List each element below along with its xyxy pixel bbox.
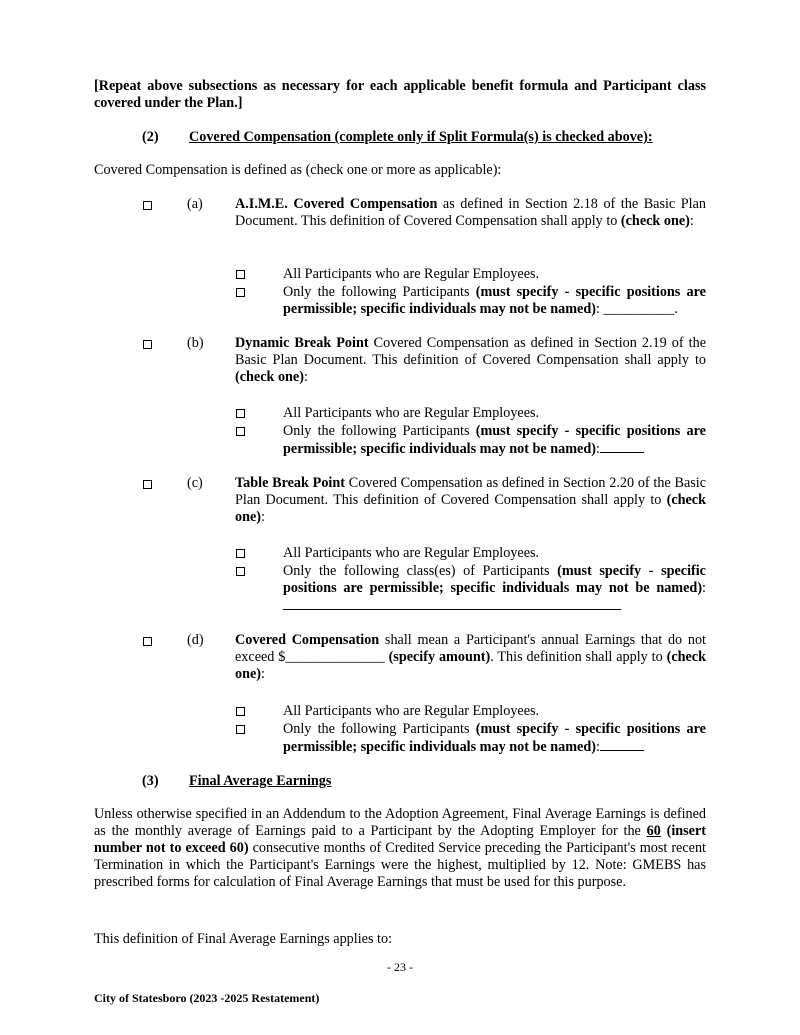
option-c-checkbox[interactable] [143,480,152,489]
option-a-sub1-checkbox[interactable] [236,270,245,279]
option-c-letter: (c) [187,475,203,491]
option-b-sub2-checkbox[interactable] [236,427,245,436]
section-2-number: (2) [142,129,159,145]
option-c-text: Table Break Point Covered Compensation as defined in Section 2.20 of the Basic Plan Document. This definition of Covered Compensation shall apply to (check one): [235,475,707,525]
months-value[interactable]: 60 [646,823,661,839]
option-d-sub2-text: Only the following Participants (must specify - specific positions are permissible; specific individuals may not be named): [283,721,706,755]
section-2-title: Covered Compensation (complete only if Split Formula(s) is checked above): [189,129,653,145]
option-a-sub1-text: All Participants who are Regular Employees. [283,266,540,282]
option-b-checkbox[interactable] [143,340,152,349]
option-d-blank-line[interactable] [600,738,644,751]
option-c-sub1-checkbox[interactable] [236,549,245,558]
section-2-lead: Covered Compensation is defined as (check one or more as applicable): [94,162,502,178]
option-b-sub2-text: Only the following Participants (must specify - specific positions are permissible; specific individuals may not be named): [283,423,706,457]
final-average-earnings-paragraph: Unless otherwise specified in an Addendum to the Adoption Agreement, Final Average Earnings is defined as the monthly average of Earnings paid to a Participant by the Adopting Employer for the 60 (insert number not to exceed 60) consecutive months of Credited Service preceding the Participant's most recent Termination in which the Participant's Earnings were the highest, multiplied by 12. Note: GMEBS has prescribed forms for calculation of Final Average Earnings that must be used for this purpose. [94,806,707,890]
footer-text: City of Statesboro (2023 -2025 Restatement) [94,991,320,1005]
option-d-letter: (d) [187,632,204,648]
option-b-text: Dynamic Break Point Covered Compensation as defined in Section 2.19 of the Basic Plan Document. This definition of Covered Compensation shall apply to (check one): [235,335,707,385]
option-b-letter: (b) [187,335,204,351]
option-a-sub2-checkbox[interactable] [236,288,245,297]
section-3-title: Final Average Earnings [189,773,332,789]
page-number: - 23 - [387,960,413,974]
option-a-letter: (a) [187,196,203,212]
section-3-number: (3) [142,773,159,789]
option-b-sub1-checkbox[interactable] [236,409,245,418]
option-d-checkbox[interactable] [143,637,152,646]
option-d-text: Covered Compensation shall mean a Participant's annual Earnings that do not exceed $______________ (specify amount). This definition shall apply to (check one): [235,632,706,682]
option-a-text: A.I.M.E. Covered Compensation as defined in Section 2.18 of the Basic Plan Document. This definition of Covered Compensation shall apply to (check one): [235,196,706,229]
option-b-sub1-text: All Participants who are Regular Employees. [283,405,540,421]
option-b-blank-line[interactable] [600,440,644,453]
option-d-sub1-checkbox[interactable] [236,707,245,716]
option-c-sub2-checkbox[interactable] [236,567,245,576]
option-a-sub2-text: Only the following Participants (must specify - specific positions are permissible; specific individuals may not be named): __________. [283,284,706,317]
applies-to-text: This definition of Final Average Earnings applies to: [94,931,393,947]
option-a-checkbox[interactable] [143,201,152,210]
option-d-sub1-text: All Participants who are Regular Employees. [283,703,540,719]
option-c-blank-line[interactable] [283,597,621,610]
intro-note: [Repeat above subsections as necessary for each applicable benefit formula and Participant class covered under the Plan.] [94,78,706,111]
option-c-sub2-text: Only the following class(es) of Participants (must specify - specific positions are permissible; specific individuals may not be named): [283,563,706,615]
option-d-sub2-checkbox[interactable] [236,725,245,734]
option-c-sub1-text: All Participants who are Regular Employees. [283,545,540,561]
